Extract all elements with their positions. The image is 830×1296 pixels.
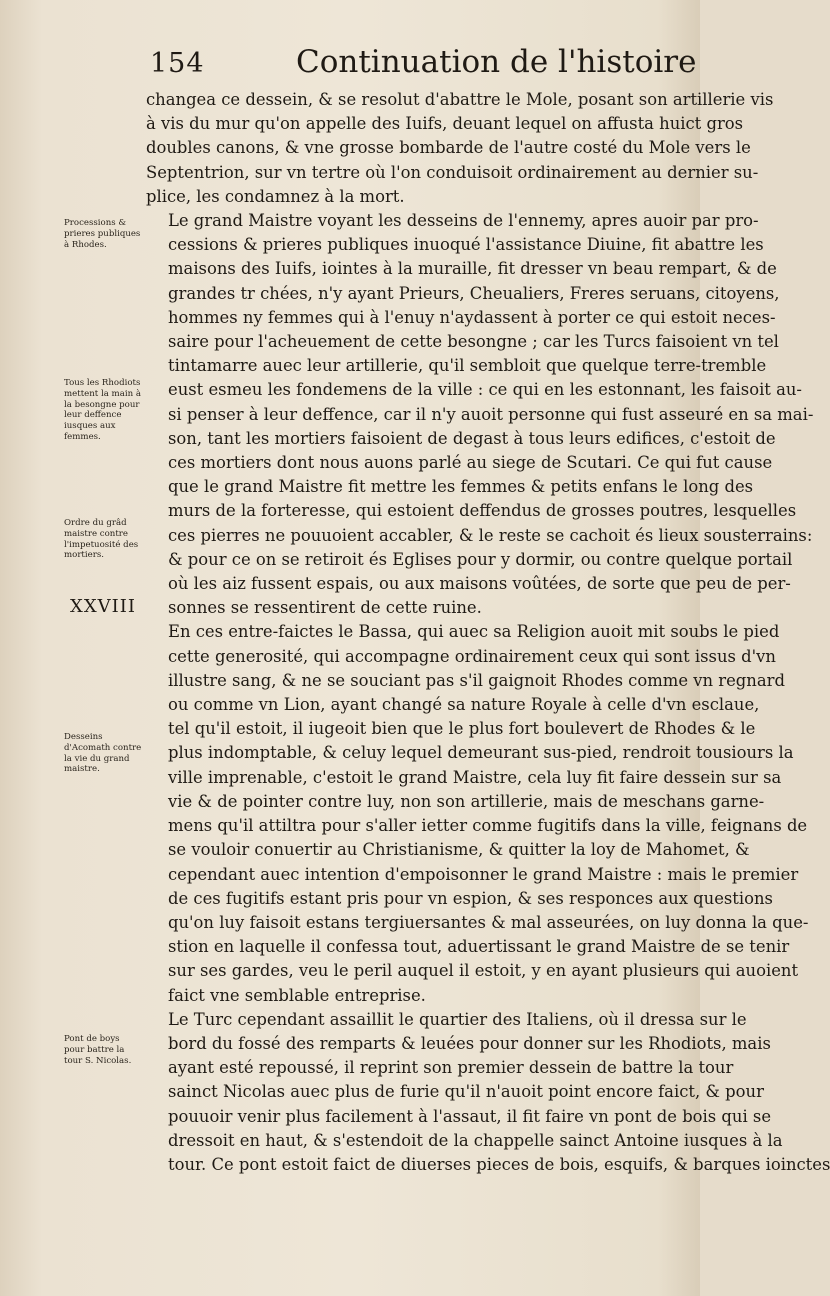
text-line: ces mortiers dont nous auons parlé au siege de Scutari. Ce qui fut cause [168,453,773,473]
text-line: tour. Ce pont estoit faict de diuerses pieces de bois, esquifs, & barques ioinctes [168,1154,830,1174]
text-line: se vouloir conuertir au Christianisme, & quitter la loy de Mahomet, & [168,840,750,860]
paragraph-1 [146,88,774,209]
margin-note-pont: Pont de boys pour battre la tour S. Nicolas. [64,1034,132,1066]
text-line: & pour ce on se retiroit és Eglises pour y dormir, ou contre quelque portail [168,549,793,569]
main-text [146,88,830,1177]
text-line: maisons des Iuifs, iointes à la muraille, fit dresser vn beau rempart, & de [168,259,777,279]
text-line: tel qu'il estoit, il iugeoit bien que le plus fort boulevert de Rhodes & le [168,719,756,739]
running-title: Continuation de l'histoire [296,44,697,80]
text-line: illustre sang, & ne se souciant pas s'il gaignoit Rhodes comme vn regnard [168,670,785,690]
margin-note-processions: Processions & prieres publiques à Rhodes. [64,218,141,250]
text-line: cette generosité, qui accompagne ordinairement ceux qui sont issus d'vn [168,646,776,666]
margin-note-acomath: Desseins d'Acomath contre la vie du grand maistre. [64,732,142,775]
page-number: 154 [150,48,205,79]
paragraph-4 [146,1008,830,1177]
text-line: cessions & prieres publiques inuoqué l'assistance Diuine, fit abattre les [168,235,764,255]
text-line: où les aiz fussent espais, ou aux maisons voûtées, de sorte que peu de per- [168,574,791,594]
text-line: tintamarre auec leur artillerie, qu'il sembloit que quelque terre-tremble [168,356,767,376]
text-line: En ces entre-faictes le Bassa, qui auec sa Religion auoit mit soubs le pied [168,622,780,642]
text-line: plice, les condamnez à la mort. [146,186,405,206]
page-header [150,44,697,84]
margin-note-rhodiots: Tous les Rhodiots mettent la main à la besongne pour leur deffence iusques aux femmes. [64,378,141,442]
text-line: ville imprenable, c'estoit le grand Maistre, cela luy fit faire dessein sur sa [168,767,782,787]
text-line: Le Turc cependant assaillit le quartier des Italiens, où il dressa sur le [168,1009,747,1029]
paragraph-3 [146,620,809,1007]
text-line: plus indomptable, & celuy lequel demeurant sus-pied, rendroit tousiours la [168,743,794,763]
text-line: ayant esté repoussé, il reprint son premier dessein de battre la tour [168,1058,734,1078]
text-line: cependant auec intention d'empoisonner le grand Maistre : mais le premier [168,864,799,884]
chapter-marker: XXVIII [70,596,136,617]
paragraph-2 [146,209,814,620]
text-line: eust esmeu les fondemens de la ville : ce qui en les estonnant, les faisoit au- [168,380,802,400]
text-line: saire pour l'acheuement de cette besongne ; car les Turcs faisoient vn tel [168,332,779,352]
text-line: hommes ny femmes qui à l'enuy n'aydassent à porter ce qui estoit neces- [168,307,776,327]
text-line: sur ses gardes, veu le peril auquel il estoit, y en ayant plusieurs qui auoient [168,961,799,981]
text-line: murs de la forteresse, qui estoient deffendus de grosses poutres, lesquelles [168,501,797,521]
text-line: de ces fugitifs estant pris pour vn espion, & ses responces aux questions [168,888,773,908]
text-line: pouuoir venir plus facilement à l'assaut, il fit faire vn pont de bois qui se [168,1106,772,1126]
text-line: à vis du mur qu'on appelle des Iuifs, deuant lequel on affusta huict gros [146,114,744,134]
text-line: mens qu'il attiltra pour s'aller ietter comme fugitifs dans la ville, feignans de [168,816,808,836]
text-line: ou comme vn Lion, ayant changé sa nature Royale à celle d'vn esclaue, [168,695,760,715]
margin-note-mortiers: Ordre du grâd maistre contre l'impetuosité des mortiers. [64,518,139,561]
text-line: stion en laquelle il confessa tout, aduertissant le grand Maistre de se tenir [168,937,790,957]
text-line: sonnes se ressentirent de cette ruine. [168,598,482,618]
text-line: changea ce dessein, & se resolut d'abattre le Mole, posant son artillerie vis [146,90,774,109]
text-line: dressoit en haut, & s'estendoit de la chappelle sainct Antoine iusques à la [168,1130,783,1150]
text-line: qu'on luy faisoit estans tergiuersantes & mal asseurées, on luy donna la que- [168,912,809,932]
text-line: doubles canons, & vne grosse bombarde de l'autre costé du Mole vers le [146,138,751,158]
text-line: sainct Nicolas auec plus de furie qu'il n'auoit point encore faict, & pour [168,1082,764,1102]
text-line: ces pierres ne pouuoient accabler, & le reste se cachoit és lieux sousterrains: [168,525,813,545]
text-line: son, tant les mortiers faisoient de degast à tous leurs edifices, c'estoit de [168,428,776,448]
text-line: Le grand Maistre voyant les desseins de l'ennemy, apres auoir par pro- [168,211,759,231]
text-line: que le grand Maistre fit mettre les femmes & petits enfans le long des [168,477,754,497]
text-line: grandes tr chées, n'y ayant Prieurs, Cheualiers, Freres seruans, citoyens, [168,283,780,303]
text-line: vie & de pointer contre luy, non son artillerie, mais de meschans garne- [168,791,765,811]
text-line: faict vne semblable entreprise. [168,985,426,1005]
text-line: bord du fossé des remparts & leuées pour donner sur les Rhodiots, mais [168,1033,771,1053]
text-line: si penser à leur deffence, car il n'y auoit personne qui fust asseuré en sa mai- [168,404,814,424]
text-line: Septentrion, sur vn tertre où l'on conduisoit ordinairement au dernier su- [146,162,759,182]
